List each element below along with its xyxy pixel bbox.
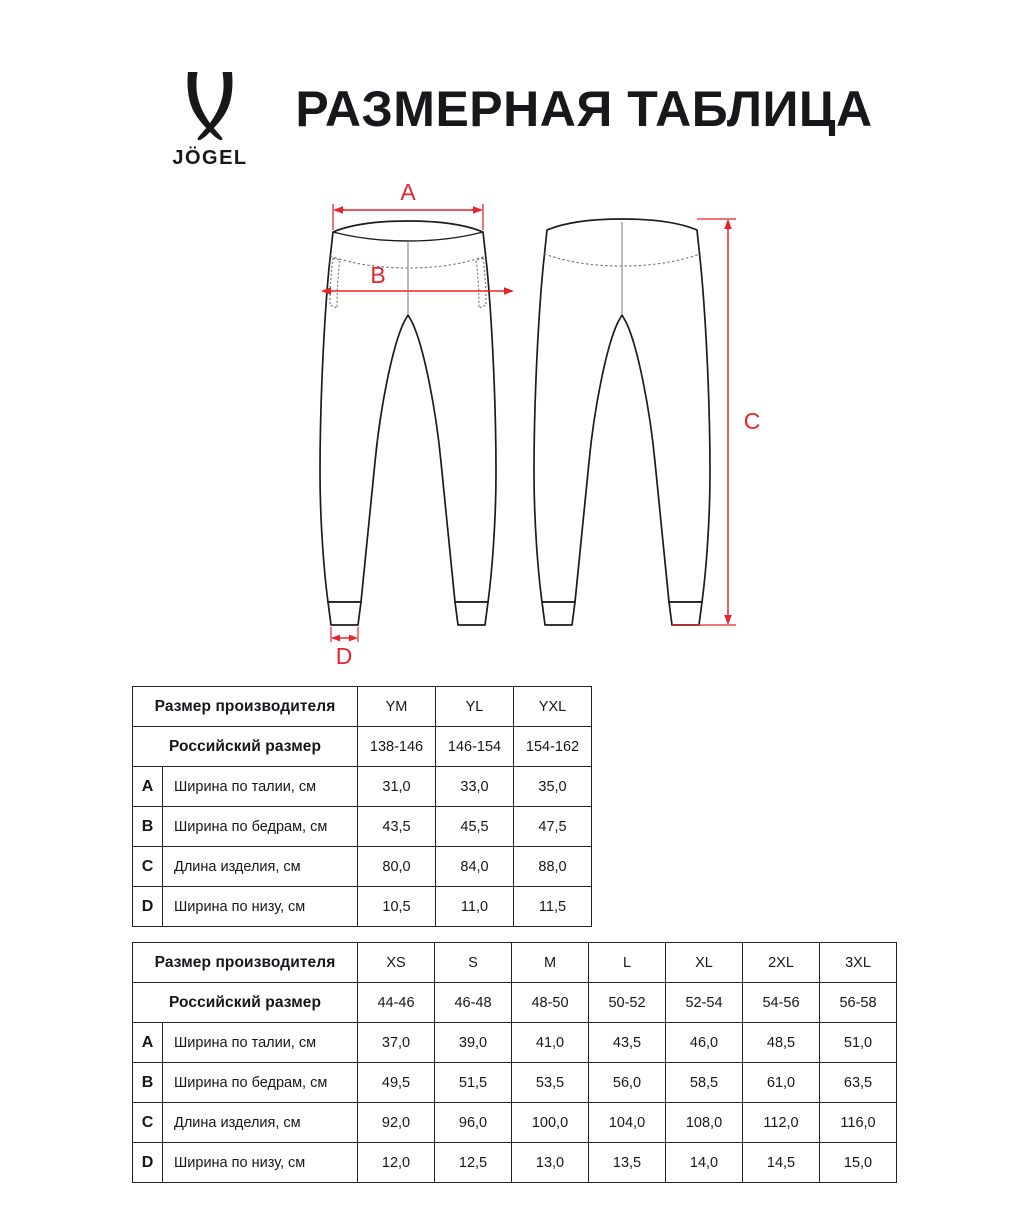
measure-letter: C (133, 1103, 163, 1143)
measure-name: Ширина по бедрам, см (163, 1063, 358, 1103)
measure-letter: A (133, 1023, 163, 1063)
measure-value: 31,0 (358, 767, 436, 807)
measure-value: 61,0 (743, 1063, 820, 1103)
size-code-cell: L (589, 943, 666, 983)
measure-value: 14,0 (666, 1143, 743, 1183)
measure-value: 63,5 (820, 1063, 897, 1103)
measure-letter: D (133, 887, 163, 927)
brand-logo (151, 70, 269, 170)
russian-size-cell: 138-146 (358, 727, 436, 767)
measure-value: 11,0 (436, 887, 514, 927)
measure-d-label: D (335, 643, 353, 669)
measure-letter: B (133, 807, 163, 847)
measure-value: 58,5 (666, 1063, 743, 1103)
table-row-manufacturer-size (133, 943, 897, 983)
measure-value: 12,0 (358, 1143, 435, 1183)
measure-value: 14,5 (743, 1143, 820, 1183)
measure-value: 33,0 (436, 767, 514, 807)
size-code-cell: 3XL (820, 943, 897, 983)
russian-size-cell: 52-54 (666, 983, 743, 1023)
measure-value: 43,5 (589, 1023, 666, 1063)
measure-value: 47,5 (514, 807, 592, 847)
measure-name: Ширина по талии, см (163, 1023, 358, 1063)
youth-size-table (132, 686, 592, 927)
pants-front-view (320, 221, 496, 625)
measure-value: 35,0 (514, 767, 592, 807)
measure-name: Ширина по бедрам, см (163, 807, 358, 847)
measure-name: Ширина по низу, см (163, 1143, 358, 1183)
measure-value: 53,5 (512, 1063, 589, 1103)
russian-size-cell: 54-56 (743, 983, 820, 1023)
measure-c-label: C (743, 408, 761, 434)
measure-value: 100,0 (512, 1103, 589, 1143)
size-code-cell: M (512, 943, 589, 983)
russian-size-cell: 44-46 (358, 983, 435, 1023)
measure-value: 15,0 (820, 1143, 897, 1183)
russian-size-label: Российский размер (133, 983, 358, 1023)
measure-value: 11,5 (514, 887, 592, 927)
size-code-cell: YM (358, 687, 436, 727)
table-row (133, 1023, 897, 1063)
measure-name: Длина изделия, см (163, 1103, 358, 1143)
measure-value: 51,5 (435, 1063, 512, 1103)
russian-size-cell: 56-58 (820, 983, 897, 1023)
russian-size-label: Российский размер (133, 727, 358, 767)
measure-value: 10,5 (358, 887, 436, 927)
russian-size-cell: 146-154 (436, 727, 514, 767)
measure-value: 112,0 (743, 1103, 820, 1143)
adult-size-table (132, 942, 897, 1183)
measure-value: 80,0 (358, 847, 436, 887)
table-row-russian-size (133, 727, 592, 767)
measure-letter: B (133, 1063, 163, 1103)
measure-name: Ширина по низу, см (163, 887, 358, 927)
size-code-cell: XL (666, 943, 743, 983)
table-row (133, 1063, 897, 1103)
measure-value: 51,0 (820, 1023, 897, 1063)
measure-value: 43,5 (358, 807, 436, 847)
measure-value: 45,5 (436, 807, 514, 847)
technical-drawing (0, 172, 1024, 672)
measure-value: 84,0 (436, 847, 514, 887)
table-row (133, 807, 592, 847)
table-row-manufacturer-size (133, 687, 592, 727)
size-code-cell: YL (436, 687, 514, 727)
wishbone-logo-icon (168, 70, 252, 142)
table-row (133, 847, 592, 887)
measure-value: 56,0 (589, 1063, 666, 1103)
measure-value: 12,5 (435, 1143, 512, 1183)
measure-value: 37,0 (358, 1023, 435, 1063)
page-header (0, 62, 1024, 180)
measure-value: 96,0 (435, 1103, 512, 1143)
measure-value: 92,0 (358, 1103, 435, 1143)
table-row (133, 887, 592, 927)
svg-text:JÖGEL: JÖGEL (172, 147, 249, 169)
size-code-cell: YXL (514, 687, 592, 727)
measure-value: 49,5 (358, 1063, 435, 1103)
measure-a-label: A (400, 179, 416, 205)
table-row (133, 1103, 897, 1143)
measure-value: 13,5 (589, 1143, 666, 1183)
measure-name: Длина изделия, см (163, 847, 358, 887)
table-row (133, 1143, 897, 1183)
measure-value: 13,0 (512, 1143, 589, 1183)
measure-value: 39,0 (435, 1023, 512, 1063)
measure-d-annotation (331, 627, 358, 669)
measure-letter: A (133, 767, 163, 807)
measure-letter: D (133, 1143, 163, 1183)
size-code-cell: 2XL (743, 943, 820, 983)
measure-value: 104,0 (589, 1103, 666, 1143)
measure-value: 41,0 (512, 1023, 589, 1063)
measure-value: 108,0 (666, 1103, 743, 1143)
measure-value: 46,0 (666, 1023, 743, 1063)
russian-size-cell: 154-162 (514, 727, 592, 767)
table-row (133, 767, 592, 807)
manufacturer-size-label: Размер производителя (133, 687, 358, 727)
measure-value: 48,5 (743, 1023, 820, 1063)
youth-size-table-wrapper (132, 686, 592, 927)
measure-value: 116,0 (820, 1103, 897, 1143)
russian-size-cell: 50-52 (589, 983, 666, 1023)
russian-size-cell: 48-50 (512, 983, 589, 1023)
measure-letter: C (133, 847, 163, 887)
measure-b-label: B (370, 262, 386, 288)
size-code-cell: S (435, 943, 512, 983)
russian-size-cell: 46-48 (435, 983, 512, 1023)
size-code-cell: XS (358, 943, 435, 983)
adult-size-table-wrapper (132, 942, 897, 1183)
brand-wordmark-icon (156, 144, 264, 170)
measure-name: Ширина по талии, см (163, 767, 358, 807)
table-row-russian-size (133, 983, 897, 1023)
measure-value: 88,0 (514, 847, 592, 887)
manufacturer-size-label: Размер производителя (133, 943, 358, 983)
page-title: РАЗМЕРНАЯ ТАБЛИЦА (295, 81, 873, 137)
pants-back-view (534, 219, 710, 625)
